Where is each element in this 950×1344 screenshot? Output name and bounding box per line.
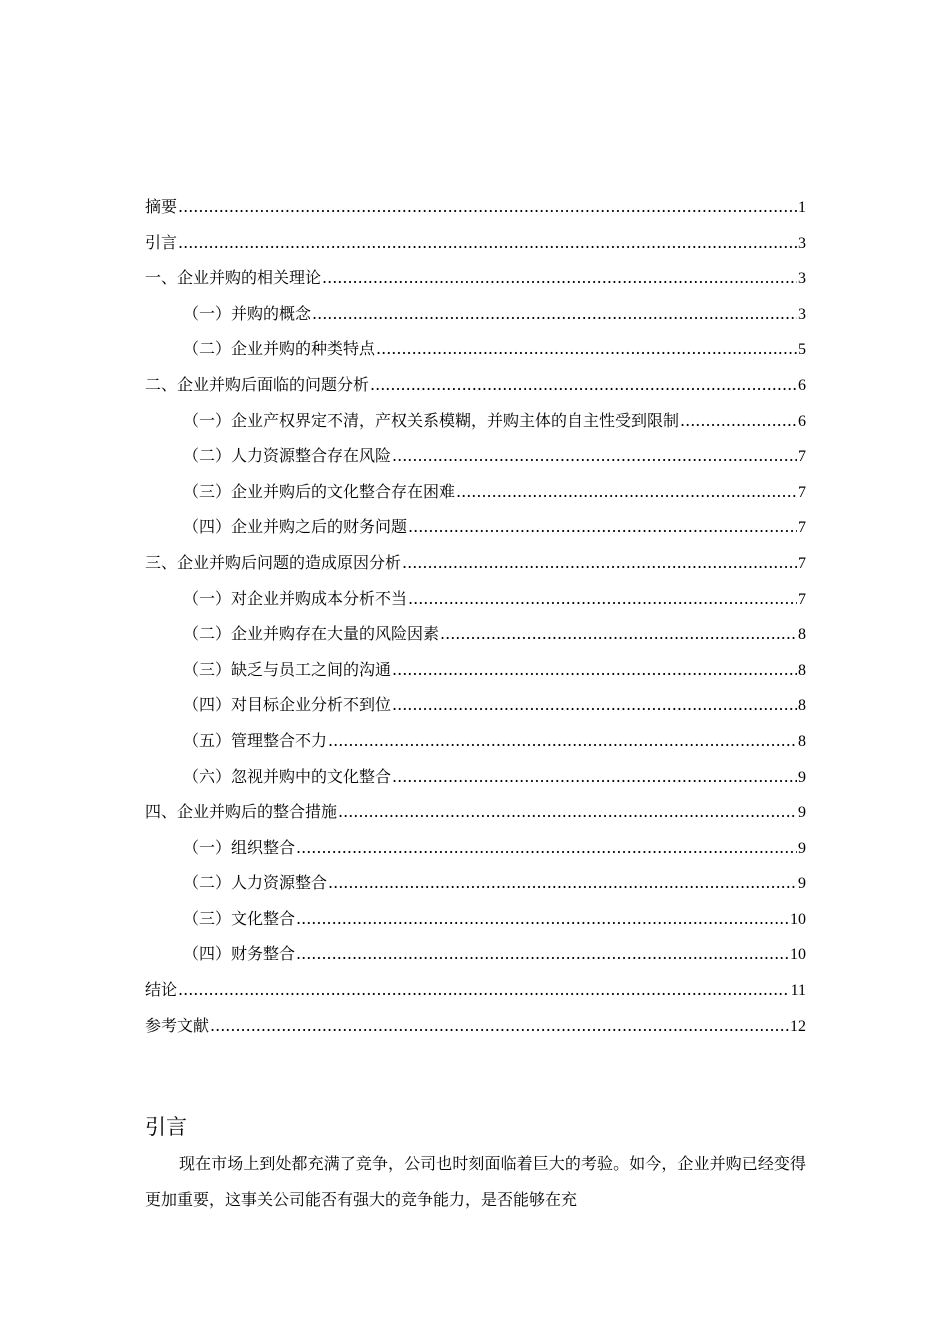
toc-entry-title: （六）忽视并购中的文化整合 xyxy=(183,766,392,786)
toc-entry[interactable] xyxy=(145,474,806,510)
toc-dot-leader xyxy=(370,367,797,403)
section-heading: 引言 xyxy=(145,1115,187,1139)
toc-entry[interactable] xyxy=(145,830,806,866)
toc-entry-page: 8 xyxy=(798,732,806,750)
toc-entry-title: （二）人力资源整合 xyxy=(183,873,328,893)
toc-dot-leader xyxy=(456,474,797,510)
toc-dot-leader xyxy=(210,1008,789,1044)
toc-entry-title: （二）企业并购存在大量的风险因素 xyxy=(183,624,440,644)
toc-entry-page: 6 xyxy=(798,412,806,430)
toc-entry-title: （二）人力资源整合存在风险 xyxy=(183,446,392,466)
toc-entry[interactable] xyxy=(145,1008,806,1044)
toc-entry-title: （四）财务整合 xyxy=(183,944,296,964)
toc-entry-title: （五）管理整合不力 xyxy=(183,730,328,750)
toc-dot-leader xyxy=(402,545,797,581)
toc-entry-page: 12 xyxy=(790,1017,806,1035)
toc-entry-page: 10 xyxy=(790,910,806,928)
toc-entry[interactable] xyxy=(145,296,806,332)
introduction-section xyxy=(145,1110,806,1218)
toc-entry-title: （二）企业并购的种类特点 xyxy=(183,339,376,359)
toc-entry-title: （三）企业并购后的文化整合存在困难 xyxy=(183,481,456,501)
toc-entry-title: 结论 xyxy=(145,980,178,1000)
table-of-contents xyxy=(145,189,806,1043)
toc-entry-title: 摘要 xyxy=(145,197,178,216)
toc-entry-page: 3 xyxy=(798,305,806,323)
toc-entry-title: （一）企业产权界定不清，产权关系模糊，并购主体的自主性受到限制 xyxy=(183,410,680,430)
toc-entry-page: 7 xyxy=(798,519,806,537)
toc-entry-page: 3 xyxy=(798,234,806,252)
toc-entry-title: 引言 xyxy=(145,232,178,252)
toc-dot-leader xyxy=(296,830,797,866)
toc-entry[interactable] xyxy=(145,723,806,759)
toc-entry[interactable] xyxy=(145,509,806,545)
toc-entry-page: 7 xyxy=(798,590,806,608)
toc-entry[interactable] xyxy=(145,936,806,972)
toc-entry-title: （三）文化整合 xyxy=(183,908,296,928)
toc-entry-page: 9 xyxy=(798,875,806,893)
toc-entry-title: （一）组织整合 xyxy=(183,837,296,857)
toc-entry[interactable] xyxy=(145,189,806,225)
toc-dot-leader xyxy=(392,687,797,723)
toc-entry-title: （四）对目标企业分析不到位 xyxy=(183,695,392,715)
toc-entry-page: 7 xyxy=(798,483,806,501)
toc-dot-leader xyxy=(322,260,797,296)
toc-entry-title: 一、企业并购的相关理论 xyxy=(145,268,322,288)
toc-entry-page: 7 xyxy=(798,554,806,572)
toc-entry[interactable] xyxy=(145,687,806,723)
toc-entry-page: 8 xyxy=(798,626,806,644)
toc-entry-page: 9 xyxy=(798,839,806,857)
toc-entry-page: 8 xyxy=(798,697,806,715)
toc-entry[interactable] xyxy=(145,367,806,403)
toc-entry[interactable] xyxy=(145,865,806,901)
toc-dot-leader xyxy=(392,652,797,688)
toc-entry-page: 10 xyxy=(790,946,806,964)
toc-entry[interactable] xyxy=(145,972,806,1008)
toc-dot-leader xyxy=(408,581,797,617)
toc-dot-leader xyxy=(440,616,797,652)
toc-entry-title: （四）企业并购之后的财务问题 xyxy=(183,517,408,537)
toc-entry-page: 5 xyxy=(798,341,806,359)
toc-entry-title: （一）对企业并购成本分析不当 xyxy=(183,588,408,608)
toc-entry[interactable] xyxy=(145,545,806,581)
toc-dot-leader xyxy=(408,509,797,545)
toc-entry[interactable] xyxy=(145,759,806,795)
toc-entry-title: （一）并购的概念 xyxy=(183,303,312,323)
toc-dot-leader xyxy=(296,901,789,937)
toc-entry[interactable] xyxy=(145,331,806,367)
toc-entry-page: 9 xyxy=(798,768,806,786)
toc-dot-leader xyxy=(312,296,797,332)
toc-dot-leader xyxy=(392,438,797,474)
toc-entry[interactable] xyxy=(145,438,806,474)
toc-entry[interactable] xyxy=(145,581,806,617)
toc-entry-title: 二、企业并购后面临的问题分析 xyxy=(145,374,370,394)
toc-dot-leader xyxy=(296,936,789,972)
toc-dot-leader xyxy=(392,759,797,795)
toc-entry[interactable] xyxy=(145,901,806,937)
toc-entry-page: 11 xyxy=(790,982,806,1000)
toc-entry[interactable] xyxy=(145,225,806,261)
toc-dot-leader xyxy=(178,225,797,261)
toc-dot-leader xyxy=(178,189,797,225)
toc-dot-leader xyxy=(328,723,797,759)
toc-dot-leader xyxy=(328,865,797,901)
toc-entry-page: 3 xyxy=(798,270,806,288)
toc-entry-page: 7 xyxy=(798,448,806,466)
toc-dot-leader xyxy=(338,794,797,830)
toc-entry[interactable] xyxy=(145,403,806,439)
toc-dot-leader xyxy=(680,403,797,439)
toc-entry-page: 9 xyxy=(798,804,806,822)
toc-entry[interactable] xyxy=(145,652,806,688)
toc-entry-title: 参考文献 xyxy=(145,1015,210,1035)
toc-dot-leader xyxy=(178,972,790,1008)
toc-entry-title: 三、企业并购后问题的造成原因分析 xyxy=(145,552,402,572)
toc-entry-page: 6 xyxy=(798,376,806,394)
toc-entry[interactable] xyxy=(145,260,806,296)
toc-dot-leader xyxy=(376,331,797,367)
toc-entry-title: （三）缺乏与员工之间的沟通 xyxy=(183,659,392,679)
toc-entry[interactable] xyxy=(145,794,806,830)
toc-entry-page: 1 xyxy=(798,199,806,216)
body-paragraph: 现在市场上到处都充满了竞争，公司也时刻面临着巨大的考验。如今，企业并购已经变得更加重要，这事关公司能否有强大的竞争能力，是否能够在充 xyxy=(145,1154,806,1209)
toc-entry[interactable] xyxy=(145,616,806,652)
toc-entry-title: 四、企业并购后的整合措施 xyxy=(145,802,338,822)
toc-entry-page: 8 xyxy=(798,661,806,679)
